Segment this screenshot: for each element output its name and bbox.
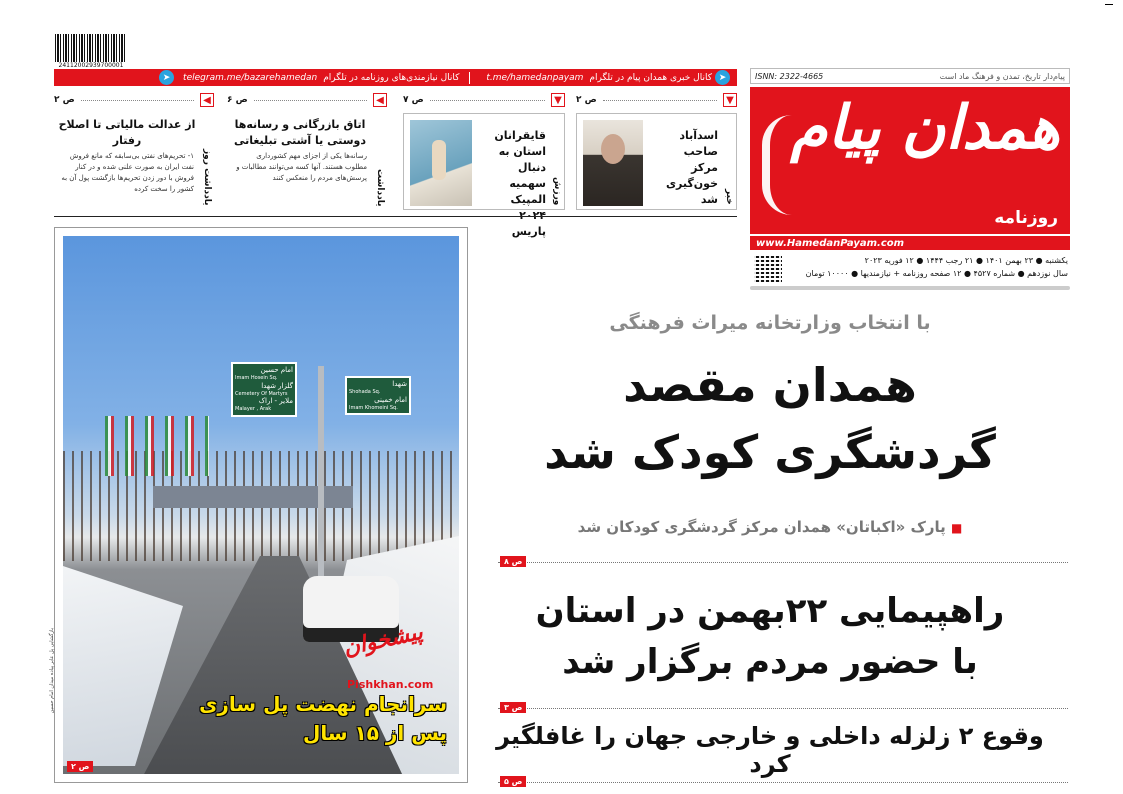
watermark-url: Pishkhan.com <box>347 678 434 691</box>
rowing-photo <box>410 120 472 206</box>
page-ref: ص ۶ <box>227 95 248 105</box>
masthead-logo-panel <box>750 87 1070 234</box>
divider <box>430 100 545 101</box>
road-sign-left: امام حسین Imam Hosein Sq. گلزار شهدا Cemetery Of Martyrs ملایر - اراک Malayer , Arak <box>231 362 297 417</box>
page-ref-tag: ص ۸ <box>500 556 526 567</box>
page-ref-tag: ص ۳ <box>500 702 526 713</box>
arrow-down-icon: ▼ <box>723 93 737 107</box>
section-label: ورزش <box>552 176 562 205</box>
teaser-text: رسانه‌ها یکی از اجزای مهم کشورداری مطلوب هستند. آنها کسه می‌توانند مطالبات و پرسش‌های مردم را منعکس کنند <box>236 151 367 183</box>
section-label: یادداشت <box>375 168 385 206</box>
page-ref-tag: ص ۲ <box>67 761 93 772</box>
barcode-number: 24112002939700001 <box>55 62 127 69</box>
photo-credit: بازگشایی پل عابر پیاده میدان امام حسین <box>49 628 55 714</box>
telegram-segment-ads[interactable] <box>152 70 463 85</box>
teaser-title: اتاق بازرگانی و رسانه‌ها دوستی یا آشتی تبلیغاتی <box>233 118 367 147</box>
main-photo-frame <box>49 227 468 783</box>
divider <box>54 216 737 217</box>
divider <box>750 286 1070 290</box>
main-photo[interactable] <box>63 236 459 774</box>
main-headline[interactable]: همدان مقصد گردشگری کودک شد <box>544 358 996 479</box>
divider <box>469 72 470 84</box>
issue-details: سال نوزدهم ● شماره ۴۵۲۷ ● ۱۲ صفحه روزنامه + نیازمندیها ● ۱۰۰۰۰ تومان <box>805 269 1068 278</box>
sign-pole <box>318 366 324 596</box>
arrow-down-icon: ▼ <box>551 93 565 107</box>
page-ref: ص ۲ <box>576 95 597 105</box>
telegram-url[interactable]: telegram.me/bazarehamedan <box>183 72 318 83</box>
bullet-icon: ■ <box>951 521 963 535</box>
divider <box>498 562 1068 563</box>
portrait-photo <box>583 120 643 206</box>
teaser-title: اسدآباد صاحب مرکز خون‌گیری شد <box>665 129 718 206</box>
arrow-left-icon: ◀ <box>200 93 214 107</box>
arrow-left-icon: ◀ <box>373 93 387 107</box>
page-ref: ص ۲ <box>54 95 75 105</box>
newspaper-logo: همدان پیام <box>790 93 1060 163</box>
telegram-label: کانال خبری همدان پیام در تلگرام <box>589 72 712 83</box>
page-ref-tag: ص ۵ <box>500 776 526 787</box>
telegram-bar <box>54 69 737 86</box>
teaser-varzesh[interactable] <box>403 93 565 238</box>
teaser-title: قایقرانان استان به دنبال سهمیه المپیک ۲۰۲۴ پاریس <box>494 129 546 238</box>
telegram-segment-news[interactable] <box>476 70 737 85</box>
divider <box>603 100 717 101</box>
masthead <box>750 68 1070 290</box>
watermark: پیشخوان <box>341 619 425 662</box>
teaser-khabar[interactable] <box>576 93 737 210</box>
crop-mark <box>1105 4 1113 5</box>
telegram-url[interactable]: t.me/hamedanpayam <box>486 72 584 83</box>
issue-date: یکشنبه ● ۲۳ بهمن ۱۴۰۱ ● ۲۱ رجب ۱۴۴۴ ● ۱۲ فوریه ۲۰۲۳ <box>864 256 1068 266</box>
page-ref: ص ۷ <box>403 95 424 105</box>
teaser-title: از عدالت مالیاتی تا اصلاح رفتار <box>58 118 196 147</box>
issue-info <box>782 255 1070 281</box>
story2-headline[interactable]: راهپیمایی ۲۲بهمن در استان با حضور مردم برگزار شد <box>535 591 1005 682</box>
kicker: با انتخاب وزارتخانه میراث فرهنگی <box>609 312 931 334</box>
story3-headline[interactable]: وقوع ۲ زلزله داخلی و خارجی جهان را غافلگیر کرد <box>496 722 1044 778</box>
slogan: پیام‌دار تاریخ، تمدن و فرهنگ ماد است <box>939 71 1065 81</box>
divider <box>254 100 367 101</box>
newspaper-type: روزنامه <box>994 208 1058 228</box>
qr-code-icon[interactable] <box>754 254 782 282</box>
teaser-yaddasht-rooz[interactable] <box>54 93 214 210</box>
photo-caption: سرانجام نهضت پل سازی پس از ۱۵ سال <box>199 692 447 745</box>
flags <box>99 416 209 476</box>
telegram-icon: ➤ <box>715 70 730 85</box>
divider <box>81 100 194 101</box>
telegram-label: کانال نیازمندی‌های روزنامه در تلگرام <box>323 72 460 83</box>
section-label: خبر <box>724 189 734 205</box>
lead: ■ پارک «اکباتان» همدان مرکز گردشگری کودکان شد <box>577 518 963 536</box>
divider <box>498 782 1068 783</box>
teaser-text: ۱- تحریم‌های نفتی بی‌سابقه که مانع فروش نفت ایران به صورت علنی شده و در کنار فروش با دور زدن تحریم‌ها بازگشت پول آن به کشور را سخت کرده <box>61 151 194 194</box>
section-label: یادداشت روز <box>202 149 212 206</box>
road-sign-right: شهدا Shohada Sq. امام خمینی Imam Khomeini Sq. <box>345 376 411 415</box>
website-url[interactable]: www.HamedanPayam.com <box>750 234 1070 250</box>
divider <box>498 708 1068 709</box>
teaser-yaddasht[interactable] <box>227 93 387 210</box>
telegram-icon: ➤ <box>159 70 174 85</box>
issn: ISNN: 2322-4665 <box>755 71 824 81</box>
